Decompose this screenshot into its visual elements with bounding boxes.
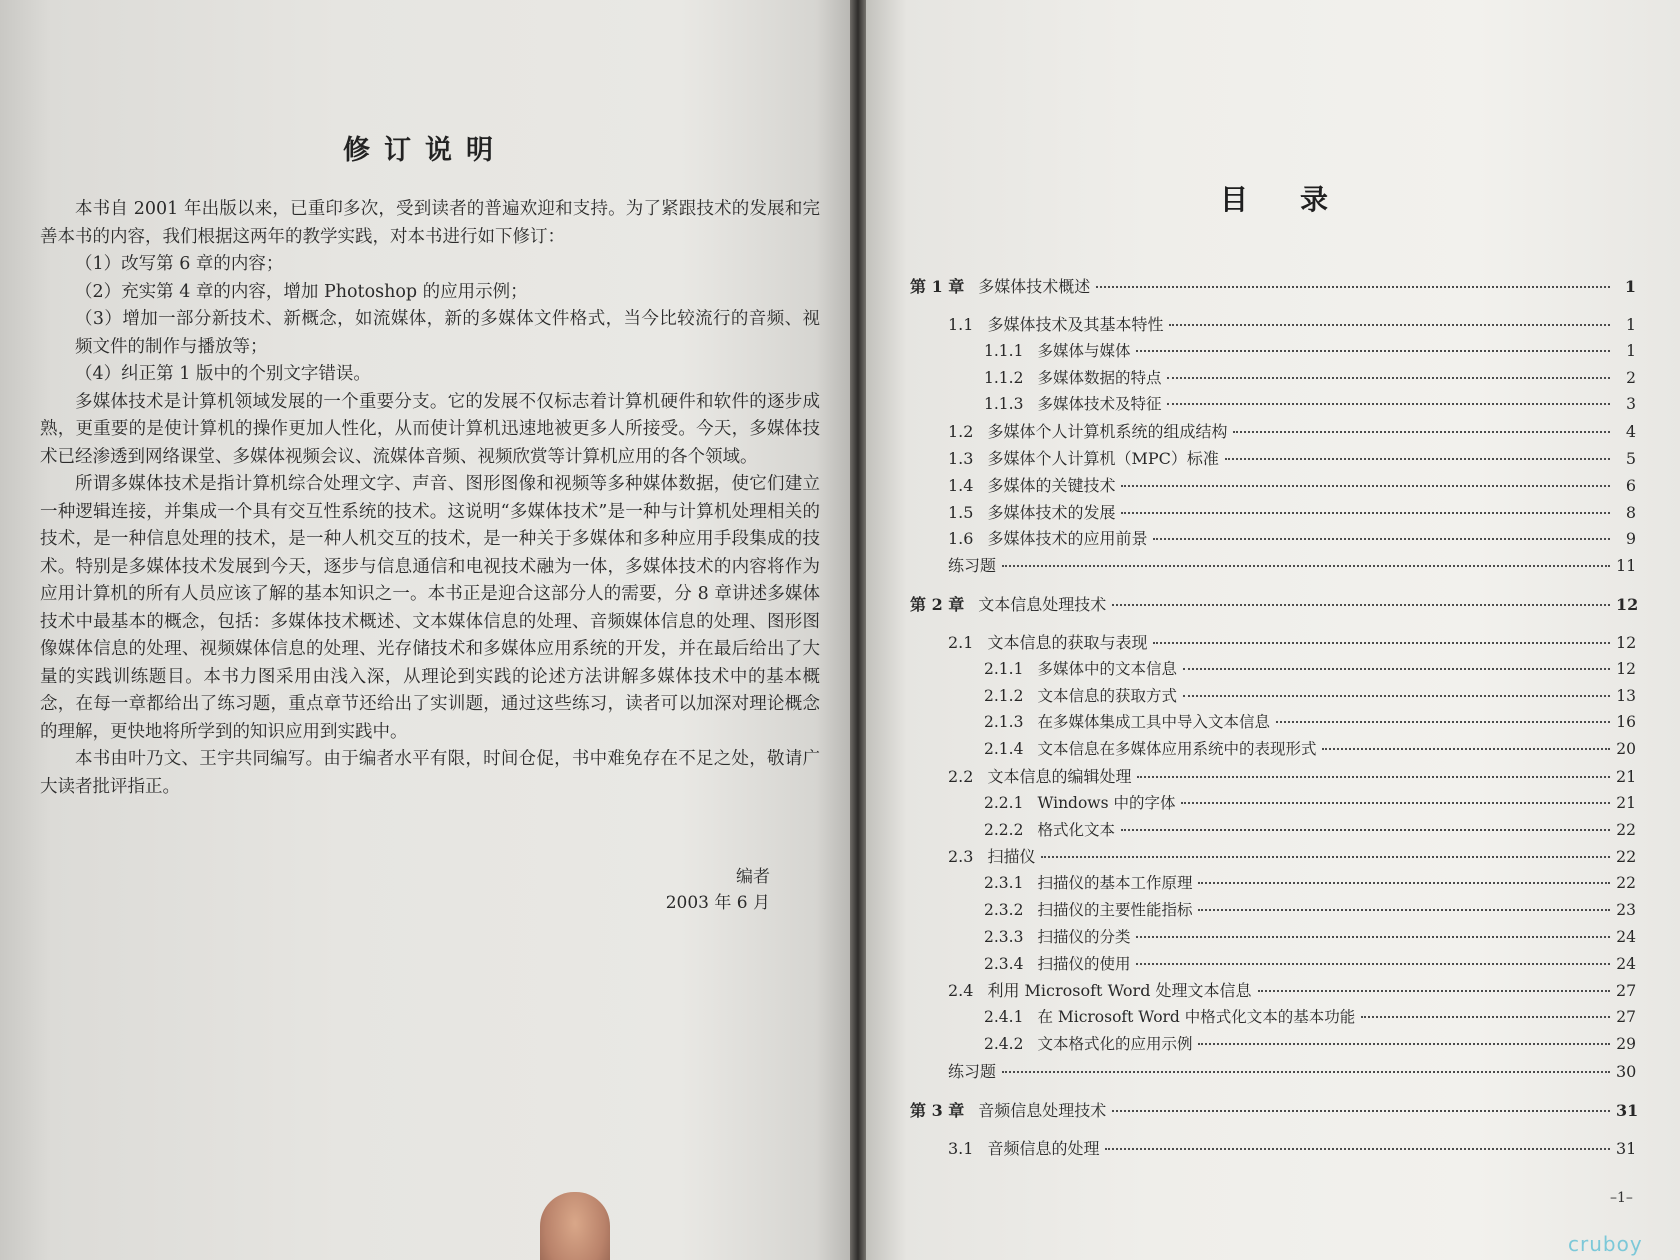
toc-label: 扫描仪的主要性能指标 bbox=[1037, 901, 1193, 919]
toc-entry[interactable] bbox=[910, 1136, 1636, 1162]
toc-leader-dots bbox=[1121, 829, 1610, 831]
page-title: 修订说明 bbox=[343, 135, 507, 166]
toc-number: 练习题 bbox=[948, 1061, 997, 1081]
toc-page-number: 2 bbox=[1626, 368, 1636, 387]
revision-item: （2）充实第 4 章的内容，增加 Photoshop 的应用示例； bbox=[75, 281, 528, 302]
toc-label: 多媒体的关键技术 bbox=[987, 475, 1116, 495]
toc-entry[interactable] bbox=[910, 925, 1636, 951]
toc-page-number: 13 bbox=[1616, 686, 1636, 705]
bleed-through-text bbox=[40, 40, 55, 61]
toc-number: 1.1.2 bbox=[984, 368, 1024, 387]
toc-entry[interactable] bbox=[910, 871, 1636, 897]
toc-page-number: 27 bbox=[1616, 981, 1637, 1001]
toc-label: 音频信息的处理 bbox=[987, 1138, 1100, 1158]
toc-entry[interactable] bbox=[910, 366, 1636, 392]
toc-number: 第 2 章 bbox=[910, 595, 965, 614]
toc-leader-dots bbox=[1121, 485, 1610, 487]
toc-leader-dots bbox=[1167, 403, 1610, 405]
paragraph: 本书由叶乃文、王宇共同编写。由于编者水平有限，时间仓促，书中难免存在不足之处，敬请广大读者批评指正。 bbox=[40, 749, 820, 797]
toc-label: 多媒体技术的应用前景 bbox=[987, 529, 1148, 549]
toc-entry[interactable] bbox=[910, 1098, 1639, 1124]
toc-entry[interactable] bbox=[910, 818, 1636, 844]
toc-entry[interactable] bbox=[910, 419, 1636, 445]
toc-label: 扫描仪 bbox=[987, 847, 1036, 867]
toc-label: 多媒体数据的特点 bbox=[1037, 368, 1162, 387]
toc-label: 在 Microsoft Word 中格式化文本的基本功能 bbox=[1037, 1008, 1356, 1027]
paragraph: 本书自 2001 年出版以来，已重印多次，受到读者的普遍欢迎和支持。为了紧跟技术的发展和完善本书的内容，我们根据这两年的教学实践，对本书进行如下修订： bbox=[40, 199, 820, 247]
toc-label: 多媒体中的文本信息 bbox=[1037, 659, 1177, 678]
toc-leader-dots bbox=[1322, 748, 1610, 750]
toc-entry[interactable] bbox=[910, 978, 1636, 1004]
toc-page-number: 22 bbox=[1616, 847, 1637, 867]
toc-page-number: 1 bbox=[1625, 315, 1636, 334]
toc-title: 目录 bbox=[1220, 183, 1381, 216]
toc-entry[interactable] bbox=[910, 1059, 1636, 1085]
toc-number: 2.1 bbox=[948, 633, 974, 652]
toc-page-number: 11 bbox=[1616, 556, 1637, 576]
toc-page-number: 22 bbox=[1616, 874, 1636, 893]
toc-page-number: 24 bbox=[1616, 954, 1636, 973]
toc-page-number: 12 bbox=[1616, 633, 1637, 652]
toc-entry[interactable] bbox=[910, 737, 1636, 763]
toc-page-number: 16 bbox=[1616, 713, 1636, 732]
toc-number: 2.4 bbox=[948, 981, 974, 1001]
toc-page-number: 31 bbox=[1616, 1138, 1637, 1158]
toc-page-number: 21 bbox=[1616, 793, 1636, 812]
toc-number: 2.2 bbox=[948, 767, 974, 786]
toc-page-number: 23 bbox=[1616, 901, 1636, 919]
toc-entry[interactable] bbox=[910, 1032, 1636, 1058]
toc-page-number: 8 bbox=[1625, 502, 1636, 522]
toc-label: 扫描仪的使用 bbox=[1037, 954, 1131, 973]
revision-item: （4）纠正第 1 版中的个别文字错误。 bbox=[75, 364, 371, 384]
toc-number: 2.1.2 bbox=[984, 686, 1024, 705]
toc-leader-dots bbox=[1041, 856, 1610, 858]
toc-number: 2.2.1 bbox=[984, 793, 1024, 812]
toc-page-number: 6 bbox=[1625, 475, 1636, 495]
toc-leader-dots bbox=[1225, 458, 1610, 460]
toc-label: 多媒体技术概述 bbox=[978, 277, 1091, 296]
toc-entry[interactable] bbox=[910, 473, 1636, 499]
toc-page-number: 31 bbox=[1616, 1100, 1639, 1120]
toc-entry[interactable] bbox=[910, 952, 1636, 978]
revision-item: （1）改写第 6 章的内容； bbox=[75, 254, 284, 274]
toc-number: 2.3.1 bbox=[984, 874, 1024, 893]
toc-leader-dots bbox=[1096, 286, 1610, 288]
toc-leader-dots bbox=[1183, 695, 1610, 697]
toc-entry[interactable] bbox=[910, 1005, 1636, 1031]
toc-page-number: 27 bbox=[1616, 1008, 1636, 1027]
toc-page-number: 9 bbox=[1625, 529, 1636, 549]
toc-page-number: 20 bbox=[1616, 740, 1636, 759]
toc-number: 2.4.1 bbox=[984, 1008, 1024, 1027]
toc-leader-dots bbox=[1002, 565, 1610, 567]
paragraph: 多媒体技术是计算机领域发展的一个重要分支。它的发展不仅标志着计算机硬件和软件的逐步成熟，更重要的是使计算机的操作更加人性化，从而使计算机迅速地被更多人所接受。今天，多媒体技术已经渗透到网络课堂、多媒体视频会议、流媒体音频、视频欣赏等计算机应用的各个领域。 bbox=[40, 391, 820, 467]
toc-leader-dots bbox=[1137, 776, 1610, 778]
toc-number: 2.1.4 bbox=[984, 740, 1024, 759]
toc-number: 1.1.1 bbox=[984, 341, 1024, 360]
toc-leader-dots bbox=[1112, 604, 1610, 606]
signature: 编者 bbox=[736, 867, 770, 887]
toc-number: 练习题 bbox=[948, 556, 997, 576]
toc-entry[interactable] bbox=[910, 844, 1636, 870]
toc-page-number: 12 bbox=[1616, 595, 1639, 614]
toc-entry[interactable] bbox=[910, 592, 1639, 618]
toc-leader-dots bbox=[1169, 324, 1610, 326]
watermark: cruboy bbox=[1568, 1232, 1643, 1256]
toc-entry[interactable] bbox=[910, 764, 1636, 790]
toc-number: 2.3 bbox=[948, 847, 974, 867]
toc-leader-dots bbox=[1167, 377, 1610, 379]
toc-label: 文本信息的获取与表现 bbox=[987, 633, 1148, 652]
toc-entry[interactable] bbox=[910, 898, 1636, 924]
toc-leader-dots bbox=[1361, 1016, 1610, 1018]
toc-page-number: 24 bbox=[1616, 927, 1636, 946]
toc-number: 1.5 bbox=[948, 502, 974, 522]
toc-entry[interactable] bbox=[910, 446, 1636, 472]
toc-leader-dots bbox=[1153, 538, 1610, 540]
toc-page-number: 1 bbox=[1624, 277, 1636, 296]
date: 2003 年 6 月 bbox=[665, 893, 770, 913]
toc-label: Windows 中的字体 bbox=[1037, 793, 1176, 812]
toc-leader-dots bbox=[1258, 990, 1610, 992]
toc-number: 2.4.2 bbox=[984, 1035, 1024, 1053]
toc-page-number: 3 bbox=[1626, 395, 1636, 414]
toc-label: 格式化文本 bbox=[1037, 820, 1115, 839]
toc-leader-dots bbox=[1136, 350, 1610, 352]
toc-number: 2.2.2 bbox=[984, 820, 1024, 839]
toc-label: 多媒体与媒体 bbox=[1037, 341, 1131, 360]
toc-entry[interactable] bbox=[910, 312, 1636, 338]
thumb-image bbox=[540, 1192, 610, 1260]
toc-leader-dots bbox=[1153, 642, 1610, 644]
toc-page-number: 4 bbox=[1625, 422, 1636, 442]
page-number: –1– bbox=[1610, 1190, 1633, 1206]
toc-leader-dots bbox=[1112, 1110, 1610, 1112]
toc-number: 1.1.3 bbox=[984, 395, 1024, 414]
toc-leader-dots bbox=[1121, 512, 1610, 514]
preface-body bbox=[40, 196, 820, 801]
toc-number: 第 3 章 bbox=[910, 1100, 965, 1120]
toc-entry[interactable] bbox=[910, 710, 1636, 736]
toc-label: 多媒体技术的发展 bbox=[987, 502, 1116, 522]
toc-leader-dots bbox=[1136, 963, 1610, 965]
toc-page-number: 22 bbox=[1616, 820, 1636, 839]
toc-label: 多媒体个人计算机（MPC）标准 bbox=[987, 449, 1219, 468]
toc-label: 音频信息处理技术 bbox=[978, 1100, 1107, 1120]
toc-entry[interactable] bbox=[910, 553, 1636, 579]
toc-leader-dots bbox=[1183, 668, 1610, 670]
toc-leader-dots bbox=[1198, 1043, 1610, 1045]
toc-label: 多媒体个人计算机系统的组成结构 bbox=[987, 422, 1228, 442]
toc-page-number: 30 bbox=[1616, 1061, 1637, 1081]
toc-leader-dots bbox=[1105, 1148, 1610, 1150]
toc-number: 2.1.1 bbox=[984, 659, 1024, 678]
toc-label: 扫描仪的分类 bbox=[1037, 927, 1131, 946]
toc-number: 3.1 bbox=[948, 1138, 974, 1158]
toc-entry[interactable] bbox=[910, 392, 1636, 418]
paragraph: 所谓多媒体技术是指计算机综合处理文字、声音、图形图像和视频等多种媒体数据，使它们建立一种逻辑连接，并集成一个具有交互性系统的技术。这说明“多媒体技术”是一种与计算机处理相关的技术，是一种信息处理的技术，是一种人机交互的技术，是一种关于多媒体和多种应用手段集成的技术。特别是多媒体技术发展到今天，逐步与信息通信和电视技术融为一体，多媒体技术的内容将作为应用计算机的所有人员应该了解的基本知识之一。本书正是迎合这部分人的需要，分 8 章讲述多媒体技术中最基本的概念，包括：多媒体技术概述、文本媒体信息的处理、音频媒体信息的处理、图形图像媒体信息的处理、视频媒体信息的处理、光存储技术和多媒体应用系统的开发，并在最后给出了大量的实践训练题目。本书力图采用由浅入深，从理论到实践的论述方法讲解多媒体技术中的基本概念，在每一章都给出了练习题，重点章节还给出了实训题，通过这些练习，读者可以加深对理论概念的理解，更快地将所学到的知识应用到实践中。 bbox=[40, 474, 820, 742]
toc-number: 1.1 bbox=[948, 315, 974, 334]
toc-entry[interactable] bbox=[910, 526, 1636, 552]
toc-label: 文本信息的编辑处理 bbox=[987, 767, 1132, 786]
toc-label: 多媒体技术及特征 bbox=[1037, 395, 1162, 414]
toc-label: 在多媒体集成工具中导入文本信息 bbox=[1037, 713, 1270, 732]
toc-number: 1.4 bbox=[948, 475, 974, 495]
toc-label: 文本信息的获取方式 bbox=[1037, 686, 1177, 705]
toc-page-number: 5 bbox=[1625, 449, 1636, 468]
toc-number: 1.6 bbox=[948, 529, 974, 549]
book-gutter bbox=[850, 0, 866, 1260]
toc-label: 利用 Microsoft Word 处理文本信息 bbox=[987, 981, 1252, 1001]
toc-page-number: 29 bbox=[1616, 1035, 1636, 1053]
toc-label: 文本信息处理技术 bbox=[978, 595, 1107, 614]
toc-number: 1.2 bbox=[948, 422, 974, 442]
toc-number: 2.1.3 bbox=[984, 713, 1024, 732]
toc-leader-dots bbox=[1181, 802, 1610, 804]
toc-number: 2.3.4 bbox=[984, 954, 1024, 973]
toc-label: 多媒体技术及其基本特性 bbox=[987, 315, 1164, 334]
toc-number: 2.3.3 bbox=[984, 927, 1024, 946]
toc-number: 1.3 bbox=[948, 449, 974, 468]
toc-number: 第 1 章 bbox=[910, 277, 965, 296]
toc-label: 文本格式化的应用示例 bbox=[1037, 1035, 1193, 1053]
toc-leader-dots bbox=[1198, 882, 1610, 884]
toc-page-number: 12 bbox=[1616, 659, 1636, 678]
toc-entry[interactable] bbox=[910, 630, 1636, 656]
toc-label: 扫描仪的基本工作原理 bbox=[1037, 874, 1193, 893]
revision-item: （3）增加一部分新技术、新概念，如流媒体，新的多媒体文件格式，当今比较流行的音频、视频文件的制作与播放等； bbox=[75, 309, 820, 357]
toc-entry[interactable] bbox=[910, 274, 1636, 300]
toc-entry[interactable] bbox=[910, 657, 1636, 683]
toc-leader-dots bbox=[1233, 431, 1610, 433]
toc-entry[interactable] bbox=[910, 339, 1636, 365]
toc-leader-dots bbox=[1198, 909, 1610, 911]
toc-leader-dots bbox=[1276, 721, 1610, 723]
toc-page-number: 1 bbox=[1626, 341, 1636, 360]
toc-leader-dots bbox=[1136, 936, 1610, 938]
toc-entry[interactable] bbox=[910, 684, 1636, 710]
toc-page-number: 21 bbox=[1616, 767, 1637, 786]
toc-leader-dots bbox=[1002, 1071, 1610, 1073]
toc-entry[interactable] bbox=[910, 791, 1636, 817]
toc-entry[interactable] bbox=[910, 500, 1636, 526]
toc-label: 文本信息在多媒体应用系统中的表现形式 bbox=[1037, 740, 1317, 759]
toc-number: 2.3.2 bbox=[984, 901, 1024, 919]
